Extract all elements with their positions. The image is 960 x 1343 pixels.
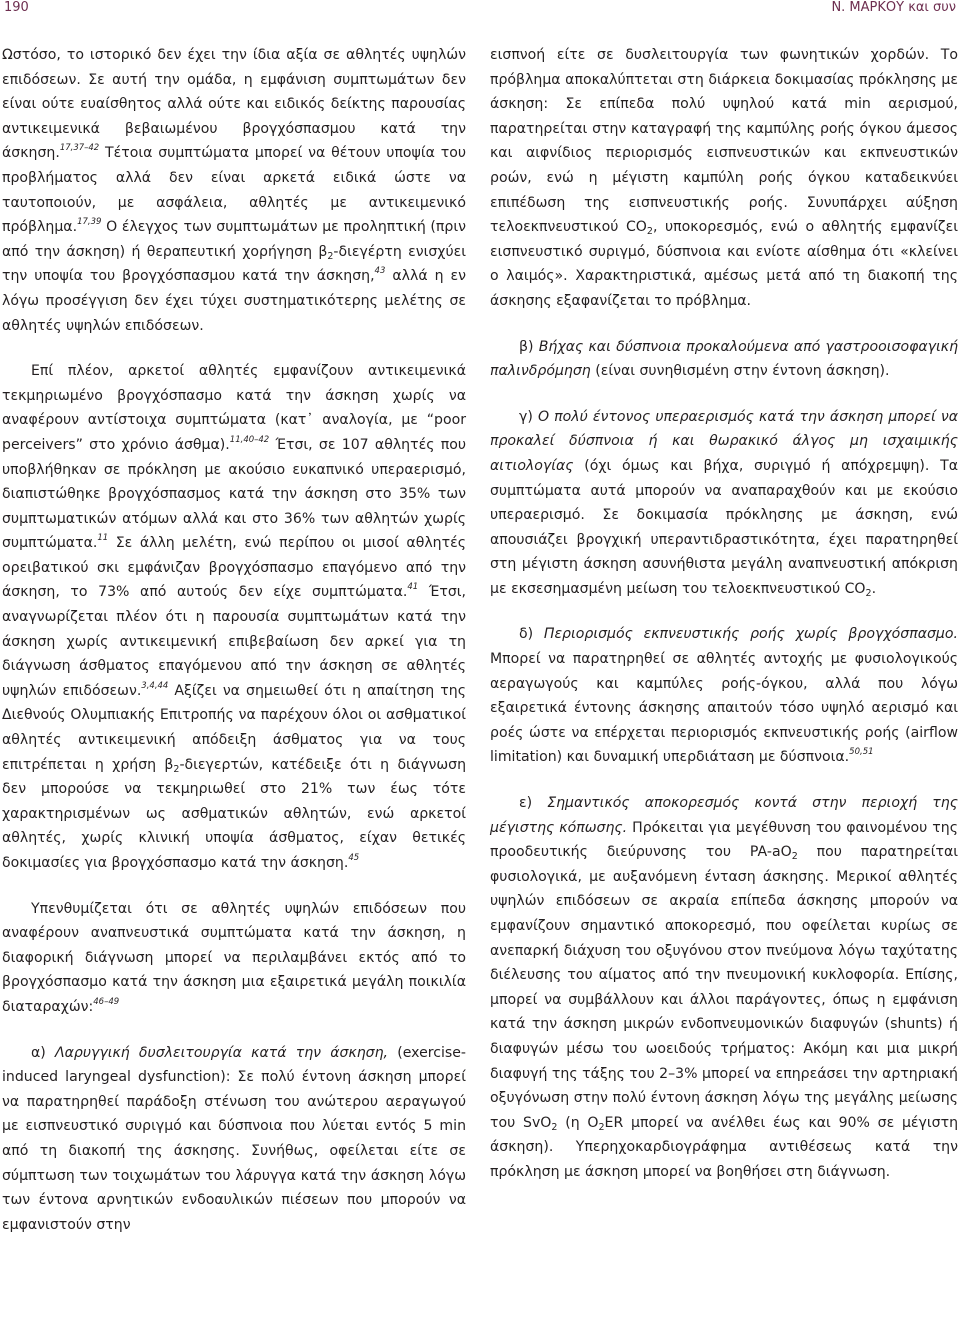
- page-header: [0, 0, 960, 20]
- citation: 45: [348, 853, 360, 863]
- citation: 11: [97, 533, 109, 544]
- right-column: [490, 43, 958, 1185]
- citation: 11,40–42: [229, 434, 270, 445]
- running-head: Ν. ΜΑΡΚΟΥ και συν: [831, 0, 956, 15]
- paragraph-differential-diagnosis: Υπενθυμίζεται ότι σε αθλητές υψηλών επιδόσεων που αναφέρουν αναπνευστικά συμπτώματα κατά την άσκηση, η διαφορική διάγνωση μπορεί να περιλαμβάνει εκτός από το βρογχόσπασμο κατά την άσκηση μια εξαιρετικά μεγάλη ποικιλία διαταραχών:$^{46-49}$: [2, 900, 466, 1015]
- citation: 43: [374, 266, 386, 277]
- paragraph-expiratory-flow-limitation: δ) Περιορισμός εκπνευστικής ροής χωρίς βρογχόσπασμο. Μπορεί να παρατηρηθεί σε αθλητές αντοχής με φυσιολογικούς αεραγωγούς και καμπύλες ροής-όγκου, αλλά που λόγω εξαιρετικά έντονης άσκησης απαιτούν τόσο υψηλό αερισμό και ροές ώστε να επέρχεται περιορισμός εκπνευστικής ροής (airflow limitation) και δυναμική υπερδιάταση με δύσπνοια.$^{50,51}$: [490, 626, 958, 766]
- page-number: 190: [4, 0, 29, 15]
- citation: 50,51: [849, 747, 874, 758]
- citation: 17,39: [77, 217, 102, 228]
- citation: 41: [407, 582, 419, 593]
- citation: 46–49: [93, 996, 120, 1007]
- paragraph-laryngeal-dysfunction: α) Λαρυγγική δυσλειτουργία κατά την άσκηση, (exercise-induced laryngeal dysfunction): Σε πολύ έντονη άσκηση μπορεί να παρατηρηθεί παράδοξη στένωση του ανώτερου αεραγωγού με εισπνευστικό συριγμό και δύσπνοια που λύεται εντός 5 min από τη διακοπή της άσκησης. Συνήθως, οφείλεται είτε σε σύμπτωση των τοιχωμάτων του λάρυγγα κατά την άσκηση λόγω των έντονα αρνητικών ενδοαυλικών πιέσεων που μπορούν να εμφανιστούν στην: [2, 1044, 466, 1233]
- paragraph-desaturation: ε) Σημαντικός αποκορεσμός κοντά στην περιοχή της μέγιστης κόπωσης. Πρόκειται για μεγέθυνση του φαινομένου της προοδευτικής διεύρυνσης του $PA-aO_2$ που παρατηρείται φυσιολογικά, με αυξανόμενη ένταση άσκησης. Μερικοί αθλητές υψηλών επιδόσεων σε ακραία επίπεδα άσκησης μπορούν να εμφανίζουν σημαντικό αποκορεσμό, που οφείλεται κυρίως σε ανεπαρκή διάχυση του οξυγόνου στον πνεύμονα λόγω ταχύτατης διέλευσης του αίματος από την πνευμονική κυκλοφορία. Επίσης, μπορεί να συμβάλλουν και άλλοι παράγοντες, όπως η εμφάνιση κατά την άσκηση μικρών ενδοπνευμονικών διαφυγών (shunts) ή διαφυγών μέσω του ωοειδούς τρήματος: Ακόμη και μια μικρή διαφυγή της τάξης του 2–3% μπορεί να επηρεάσει την αρτηριακή οξυγόνωση στην πολύ έντονη άσκηση λόγω της μεγάλης μείωσης του SvO$_2$ (η $O_2ER$ μπορεί να ανέλθει έως και 90% σε μέγιστη άσκηση). Υπερηχοκαρδιογράφημα αντιθέσεως κατά την πρόκληση με άσκηση μπορεί να βοηθήσει στη διάγνωση.: [490, 795, 959, 1180]
- left-column: [2, 43, 466, 1237]
- citation: 3,4,44: [141, 680, 169, 691]
- paragraph-asymptomatic-athletes: Επί πλέον, αρκετοί αθλητές εμφανίζουν αντικειμενικά τεκμηριωμένο βρογχόσπασμο κατά την άσκηση χωρίς να αναφέρουν αντίστοιχα συμπτώματα (κατ᾽ αναλογία, με “poor perceivers” στο χρόνιο άσθμα).$^{11,40-42}$ Έτσι, σε 107 αθλητές που υποβλήθηκαν σε πρόκληση με ακούσιο ευκαπνικό υπεραερισμό, διαπιστώθηκε βρογχόσπασμος κατά την άσκηση στο 35% των συμπτωματικών ατόμων αλλά και στο 36% των αθλητών χωρίς συμπτώματα.$^{11}$ Σε άλλη μελέτη, ενώ περίπου οι μισοί αθλητές ορειβατικού σκι εμφάνιζαν βρογχόσπασμο επαγόμενο από την άσκηση, το 73% από αυτούς δεν είχε συμπτώματα.$^{41}$ Έτσι, αναγνωρίζεται πλέον ότι η παρουσία συμπτωμάτων κατά την άσκηση χωρίς αντικειμενική επιβεβαίωση δεν αρκεί για τη διάγνωση άσθματος επαγόμενου από την άσκηση σε αθλητές υψηλών επιδόσεων.$^{3,4,44}$ Αξίζει να σημειωθεί ότι η απαίτηση της Διεθνούς Ολυμπιακής Επιτροπής να παρέχουν όλοι οι ασθματικοί αθλητές αντικειμενική απόδειξη άσθματος για να τους επιτρέπεται η χρήση $\beta_2$-διεγερτών, κατέδειξε ότι η διάγνωση δεν μπορούσε να τεκμηριωθεί στο 21% των έως τότε χαρακτηρισμένων ως ασθματικών αθλητών, ενώ αρκετοί αθλητές, χωρίς κλινική υποψία άσθματος, είχαν θετικές δοκιμασίες για βρογχόσπασμο κατά την άσκηση.$^{45}$: [2, 363, 467, 871]
- paragraph-hyperventilation: γ) Ο πολύ έντονος υπεραερισμός κατά την άσκηση μπορεί να προκαλεί δύσπνοια ή και θωρακικό άλγος μη ισχαιμικής αιτιολογίας (όχι όμως και βήχα, συριγμό ή απόχρεμψη). Τα συμπτώματα αυτά μπορούν να αναπαραχθούν και με εκούσιο υπεραερισμό. Σε δοκιμασία πρόκλησης με άσκηση, ενώ απουσιάζει βρογχική υπεραντιδραστικότητα, έχει παρατηρηθεί στη μέγιστη άσκηση ασυνήθιστα μεγάλη αναπνευστική απόκριση με εκσεσημασμένη μείωση του τελοεκπνευστικού $CO_2$.: [490, 408, 958, 599]
- paragraph-history-value: Ωστόσο, το ιστορικό δεν έχει την ίδια αξία σε αθλητές υψηλών επιδόσεων. Σε αυτή την ομάδα, η εμφάνιση συμπτωμάτων δεν είναι ούτε ευαίσθητος αλλά ούτε και ειδικός δείκτης παρουσίας αντικειμενικά βεβαιωμένου βρογχόσπασμου κατά την άσκηση.$^{17,37-42}$ Τέτοια συμπτώματα μπορεί να θέτουν υποψία του προβλήματος αλλά δεν είναι αρκετά ειδικά ώστε να ταυτοποιούν, με ασφάλεια, αθλητές με αντικειμενικό πρόβλημα.$^{17,39}$ Ο έλεγχος των συμπτωμάτων με προληπτική (πριν από την άσκηση) ή θεραπευτική χορήγηση $\beta_2$-διεγέρτη ενισχύει την υποψία του βρογχόσπασμου κατά την άσκηση,$^{43}$ αλλά η εν λόγω προσέγγιση δεν έχει τύχει συστηματικότερης μελέτης σε αθλητές υψηλών επιδόσεων.: [2, 47, 466, 334]
- paragraph-gastroesophageal-reflux: β) Βήχας και δύσπνοια προκαλούμενα από γαστροοισοφαγική παλινδρόμηση (είναι συνηθισμένη στην έντονη άσκηση).: [490, 338, 959, 380]
- citation: 17,37–42: [59, 143, 100, 154]
- paragraph-laryngeal-continued: εισπνοή είτε σε δυσλειτουργία των φωνητικών χορδών. Το πρόβλημα αποκαλύπτεται στη διάρκεια δοκιμασίας πρόκλησης με άσκηση: Σε επίπεδα πολύ υψηλού κατά min αερισμού, παρατηρείται στην καταγραφή της καμπύλης ροής όγκου άμεσος και αιφνίδιος περιορισμός εισπνευστικών και εκπνευστικών ροών, ενώ η μέγιστη καμπύλη ροής όγκου καταδεικνύει επιπέδωση της εισπνευστικής ροής. Συνυπάρχει αύξηση τελοεκπνευστικού $CO_2$, υποκορεσμός, ενώ ο αθλητής εμφανίζει εισπνευστικό συριγμό, δύσπνοια και ενίοτε αίσθημα ότι «κλείνει ο λαιμός». Χαρακτηριστικά, αμέσως μετά από τη διακοπή της άσκησης εξαφανίζεται το πρόβλημα.: [490, 47, 958, 309]
